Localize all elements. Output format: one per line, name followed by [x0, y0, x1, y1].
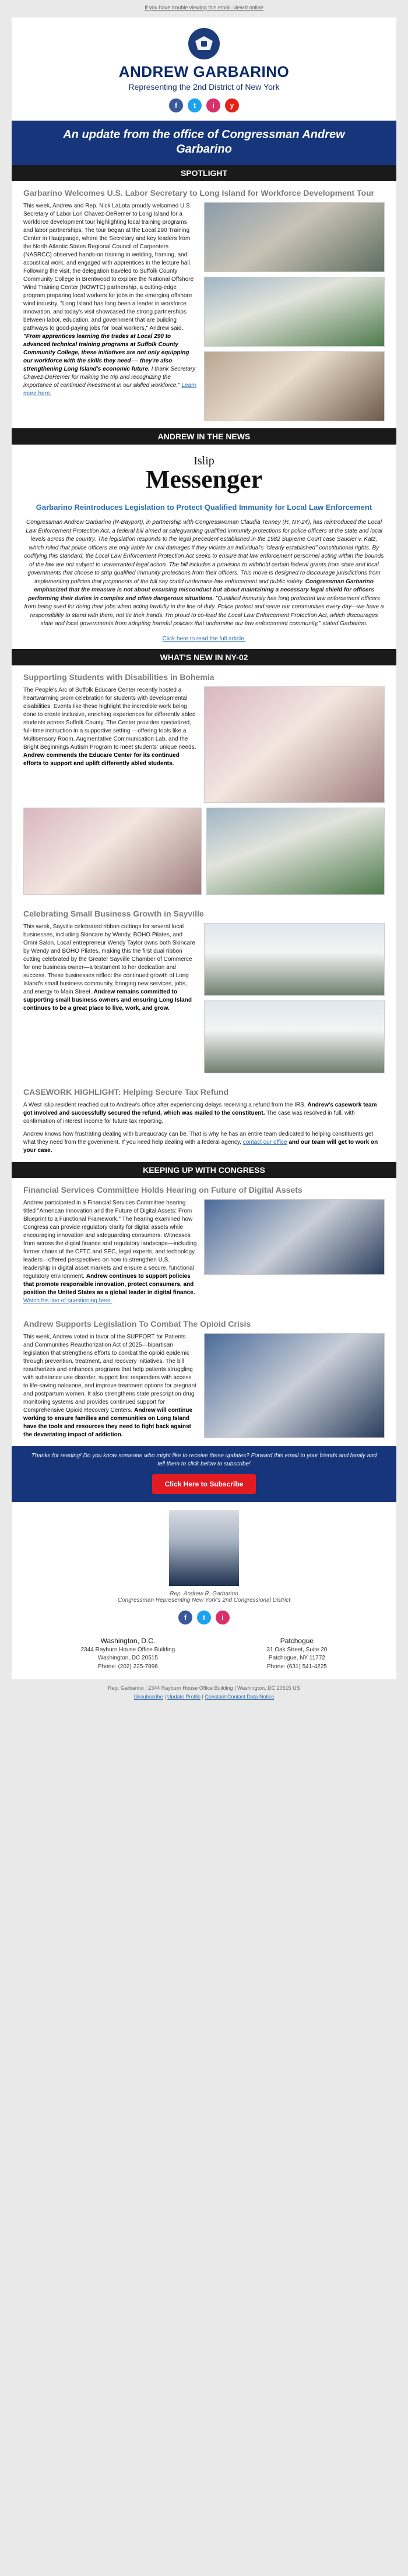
office-patchogue-line2: Patchogue, NY 11772 [268, 1655, 325, 1662]
ny02-item-3-title: CASEWORK HIGHLIGHT: Helping Secure Tax Refund [23, 1087, 229, 1097]
ny02-item-1-photo-2 [23, 808, 202, 895]
ny02-item-2-photo-2 [204, 1000, 385, 1073]
office-patchogue-phone: Phone: (631) 541-4225 [266, 1663, 327, 1670]
signature-name: Rep. Andrew R. Garbarino [170, 1590, 238, 1597]
ny02-item-2-text [23, 923, 197, 1073]
spotlight-photos [204, 202, 385, 421]
office-patchogue [266, 1636, 327, 1672]
ny02-item-1-photo-3 [206, 808, 385, 895]
bottom-bar [0, 1679, 408, 1705]
ny02-item-2-title: Celebrating Small Business Growth in Sayville [23, 908, 204, 918]
header [12, 17, 396, 121]
newspaper-masthead [12, 445, 396, 498]
ny02-item-2-bold: Andrew remains committed to supporting small business owners and ensuring Long Island continues to be a great place to live, work, and grow. [23, 988, 192, 1012]
top-bar [0, 0, 408, 17]
subscribe-banner [12, 1446, 396, 1502]
congress-item-1-text [23, 1199, 197, 1305]
ny02-item-3 [12, 1080, 396, 1162]
ny02-item-3-para-2 [23, 1130, 385, 1155]
instagram-icon[interactable]: i [206, 98, 220, 112]
unsubscribe-link[interactable]: Unsubscribe [133, 1694, 163, 1700]
congressional-seal-icon [188, 28, 220, 59]
youtube-icon[interactable]: y [225, 98, 239, 112]
ny02-item-3-body-1b: The case was resolved in full, with confirmation of interest income for future tax reporting. [23, 1109, 355, 1125]
news-quote [12, 516, 396, 633]
update-profile-link[interactable]: Update Profile [167, 1694, 201, 1700]
mailing-address: Rep. Garbarino | 2344 Rayburn House Office Building | Washington, DC 20515 US [108, 1685, 300, 1692]
office-patchogue-line1: 31 Oak Street, Suite 20 [266, 1646, 328, 1653]
ny02-item-3-bold-1: Andrew's casework team got involved and successfully secured the refund, which was mailed to the constituent. [23, 1101, 377, 1116]
office-dc-line1: 2344 Rayburn House Office Building [80, 1646, 175, 1653]
footer [12, 1502, 396, 1630]
instagram-icon[interactable]: i [216, 1611, 230, 1624]
subscribe-button[interactable]: Click Here to Subscribe [152, 1474, 256, 1494]
twitter-icon[interactable]: t [197, 1611, 211, 1624]
ny02-item-1-text [23, 686, 197, 803]
office-dc-phone: Phone: (202) 225-7896 [97, 1663, 158, 1670]
news-quote-bold: Congressman Garbarino emphasized that the measure is not about excusing misconduct but about maintaining a necessary legal shield for officers performing their duties in complex and often dangerous situations. [28, 578, 374, 602]
congress-item-2-bold: Andrew will continue working to ensure families and communities on Long Island have the tools and resources they need to fight back against the devastating impact of addiction. [23, 1407, 193, 1438]
social-links [12, 98, 396, 112]
spotlight-block [12, 181, 396, 428]
watch-questioning-link[interactable]: Watch his line of questioning here. [23, 1297, 112, 1304]
office-dc-line2: Washington, DC 20515 [97, 1655, 158, 1662]
data-notice-link[interactable]: Constant Contact Data Notice [205, 1694, 275, 1700]
news-quote-body: Congressman Andrew Garbarino (R-Bayport), in partnership with Congresswoman Claudia Tenney (R, NY-24), has reintroduced the Local Law Enforcement Protection Act, a federal bill aimed at safeguarding qualified immunity protections for police officers at the state and local levels across the country. The legislation responds to the legal precedent established in the 1982 Supreme Court case Saucier v. Katz, which ruled that police officers are only liable for civil damages if they violate an individual's "clearly established" constitutional rights. By codifying this standard, the Local Law Enforcement Protection Act seeks to ensure that law enforcement personnel acting within the bounds of the law are not subject to unwarranted legal action. The bill includes a provision to withhold certain federal grants from state and local governments that choose to strip qualified immunity protections from their officers. This move is designed to discourage jurisdictions from implementing policies that proponents of the bill say could undermine law enforcement and public safety. [24, 519, 384, 585]
section-header-ny02: WHAT'S NEW IN NY-02 [12, 649, 396, 665]
update-banner: An update from the office of Congressman Andrew Garbarino [12, 121, 396, 165]
spotlight-text [23, 202, 197, 421]
spotlight-body: This week, Andrew and Rep. Nick LaLota proudly welcomed U.S. Secretary of Labor Lori Chavez-DeRemer to Long Island for a workforce development tour highlighting local training programs and labor partnerships. The tour began at the Local 290 Training Center in Hauppauge, where the Secretary and key leaders from the North Atlantic States Regional Council of Carpenters (NASRCC) observed hands-on training in welding, framing, and acoustical work, and engaged with apprentices in the lecture hall. Following the visit, the delegation traveled to Suffolk County Community College in Brentwood to explore the National Offshore Wind Training Center (NOWTC) partnership, a cutting-edge program preparing local workers for jobs in the emerging offshore wind industry. "Long Island has long been a leader in workforce innovation, and today's visit showcased the strong partnerships between labor, education, and government that are building pathways to good-paying jobs for local workers," Andrew said. [23, 203, 194, 332]
section-header-spotlight: SPOTLIGHT [12, 165, 396, 181]
office-dc [81, 1636, 175, 1672]
congress-item-1-title: Financial Services Committee Holds Hearing on Future of Digital Assets [23, 1185, 303, 1194]
footer-social-links [23, 1611, 385, 1624]
congressman-portrait [169, 1510, 239, 1586]
section-header-news: ANDREW IN THE NEWS [12, 428, 396, 445]
ny02-item-3-body-2: Andrew knows how frustrating dealing with bureaucracy can be. That is why he has an entire team dedicated to helping constituents get what they need from the government. If you need help dealing with a federal agency, [23, 1130, 374, 1146]
news-quote-end: "Qualified immunity has long protected law enforcement officers from being sued for doing their jobs when acting lawfully in the line of duty. Police protect and serve our communities every day—we have a responsibility to stand with them, not tie their hands. I'm proud to co-lead the Local Law Enforcement Protection Act, which discourages state and local governments from adopting harmful policies that undermine our law enforcement community," stated Garbarino. [24, 595, 384, 627]
congress-item-2-title: Andrew Supports Legislation To Combat The Opioid Crisis [23, 1319, 251, 1328]
ny02-item-3-para-1 [23, 1101, 385, 1126]
twitter-icon[interactable]: t [188, 98, 202, 112]
masthead-bottom: Messenger [145, 465, 263, 494]
section-header-congress: KEEPING UP WITH CONGRESS [12, 1162, 396, 1178]
congress-item-2-photo [204, 1333, 385, 1438]
ny02-item-3-body-1: A West Islip resident reached out to Andrew's office after experiencing delays receiving a refund from the IRS. [23, 1101, 306, 1108]
congress-item-2 [12, 1312, 396, 1446]
masthead-top: Islip [194, 454, 214, 467]
spotlight-title: Garbarino Welcomes U.S. Labor Secretary to Long Island for Workforce Development Tour [23, 188, 375, 198]
read-full-article-link[interactable]: Click here to read the full article. [162, 635, 246, 642]
congress-item-1 [12, 1178, 396, 1312]
ny02-item-1-title: Supporting Students with Disabilities in Bohemia [23, 672, 214, 682]
congress-item-2-body: This week, Andrew voted in favor of the SUPPORT for Patients and Communities Reauthorization Act of 2025—bipartisan legislation that strengthens efforts to combat the opioid epidemic through prevention, treatment, and recovery initiatives. The bill reauthorizes and enhances programs that help patients struggling with substance use disorder, support first responders with access to life-saving naloxone, and improve treatment options for pregnant and postpartum women. It also strengthens state prescription drug monitoring systems and provides continued support for Comprehensive Opioid Recovery Centers. [23, 1333, 196, 1414]
spotlight-photo-1 [204, 202, 385, 272]
facebook-icon[interactable]: f [178, 1611, 192, 1624]
congress-item-1-photo [204, 1199, 385, 1275]
office-patchogue-city: Patchogue [280, 1636, 314, 1645]
email-container [12, 17, 396, 1679]
footer-links: Unsubscribe | Update Profile | Constant Contact Data Notice [133, 1694, 275, 1700]
learn-more-link[interactable]: Learn more here. [23, 382, 197, 397]
news-article-title[interactable]: Garbarino Reintroduces Legislation to Protect Qualified Immunity for Local Law Enforcement [36, 503, 372, 512]
congress-item-1-bold: Andrew continues to support policies that promote responsible innovation, protect consumers, and position the United States as a global leader in digital finance. [23, 1273, 195, 1296]
subscribe-message: Thanks for reading! Do you know someone who might like to receive these updates? Forward this email to your friends and family and tell them to click below to subscribe! [31, 1452, 377, 1467]
district-subtitle: Representing the 2nd District of New York [128, 82, 280, 91]
ny02-item-1-photo-1 [204, 686, 385, 803]
ny02-item-2-body: This week, Sayville celebrated ribbon cuttings for several local businesses, including Skincare by Wendy, BOHO Pilates, and Omni Salon. Local entrepreneur Wendy Taylor owns both Skincare by Wendy and BOHO Pilates, making this the first dual ribbon cutting celebrated by the Greater Sayville Chamber of Commerce for one business owner—a testament to her dedication and success. These businesses reflect the continued growth of Long Island's small business community, bringing new services, jobs, and energy to Main Street. [23, 923, 195, 995]
spotlight-photo-3 [204, 351, 385, 421]
ny02-item-2-photo-1 [204, 923, 385, 996]
view-online-link[interactable]: If you have trouble viewing this email, view it online [145, 5, 263, 10]
spotlight-body-end: I thank Secretary Chavez-DeRemer for making the trip and recognizing the importance of continued investment in our skilled workforce." [23, 366, 196, 389]
office-locations [12, 1630, 396, 1680]
office-dc-city: Washington, D.C. [100, 1636, 156, 1645]
ny02-item-1-body: The People's Arc of Suffolk Educare Center recently hosted a heartwarming prom celebration for students with developmental disabilities. Events like these highlight the incredible work being done to create inclusive, enriching experiences for differently abled students across Suffolk County. The Center provides specialized, full-time instruction in a supportive setting —offering tools like a Multisensory Room, Augmentative Communication Lab, and the Bright Beginnings Autism Program to meet students' unique needs. [23, 686, 196, 750]
congress-item-2-text [23, 1333, 197, 1439]
congressman-name: ANDREW GARBARINO [118, 63, 290, 80]
spotlight-body-bold: "From apprentices learning the trades at Local 290 to advanced technical training programs at Suffolk County Community College, these initiatives are not only equipping our workforce with the skills they need — they're also strengthening Long Island's economic future. [23, 333, 189, 372]
spotlight-photo-2 [204, 277, 385, 347]
signature-title: Congressman Representing New York's 2nd Congressional District [117, 1597, 291, 1604]
ny02-item-2 [12, 902, 396, 1080]
ny02-item-1-bold: Andrew commends the Educare Center for its continued efforts to support and uplift differently abled students. [23, 752, 180, 767]
facebook-icon[interactable]: f [169, 98, 183, 112]
ny02-item-1 [12, 665, 396, 902]
ny02-item-3-bold-2: and our team will get to work on your case. [23, 1139, 378, 1154]
congress-item-1-body: Andrew participated in a Financial Services Committee hearing titled "American Innovation and the Future of Digital Assets: From Blueprint to a Functional Framework." The hearing examined how Congress can provide regulatory clarity for digital assets while encouraging innovation and safeguarding consumers. Witnesses from across the digital finance and regulatory landscape—including former chairs of the CFTC and SEC, legal experts, and technology leaders—offered perspectives on how to strengthen U.S. leadership in digital asset markets and ensure a secure, functional regulatory environment. [23, 1199, 197, 1280]
contact-office-link[interactable]: contact our office [242, 1139, 287, 1146]
